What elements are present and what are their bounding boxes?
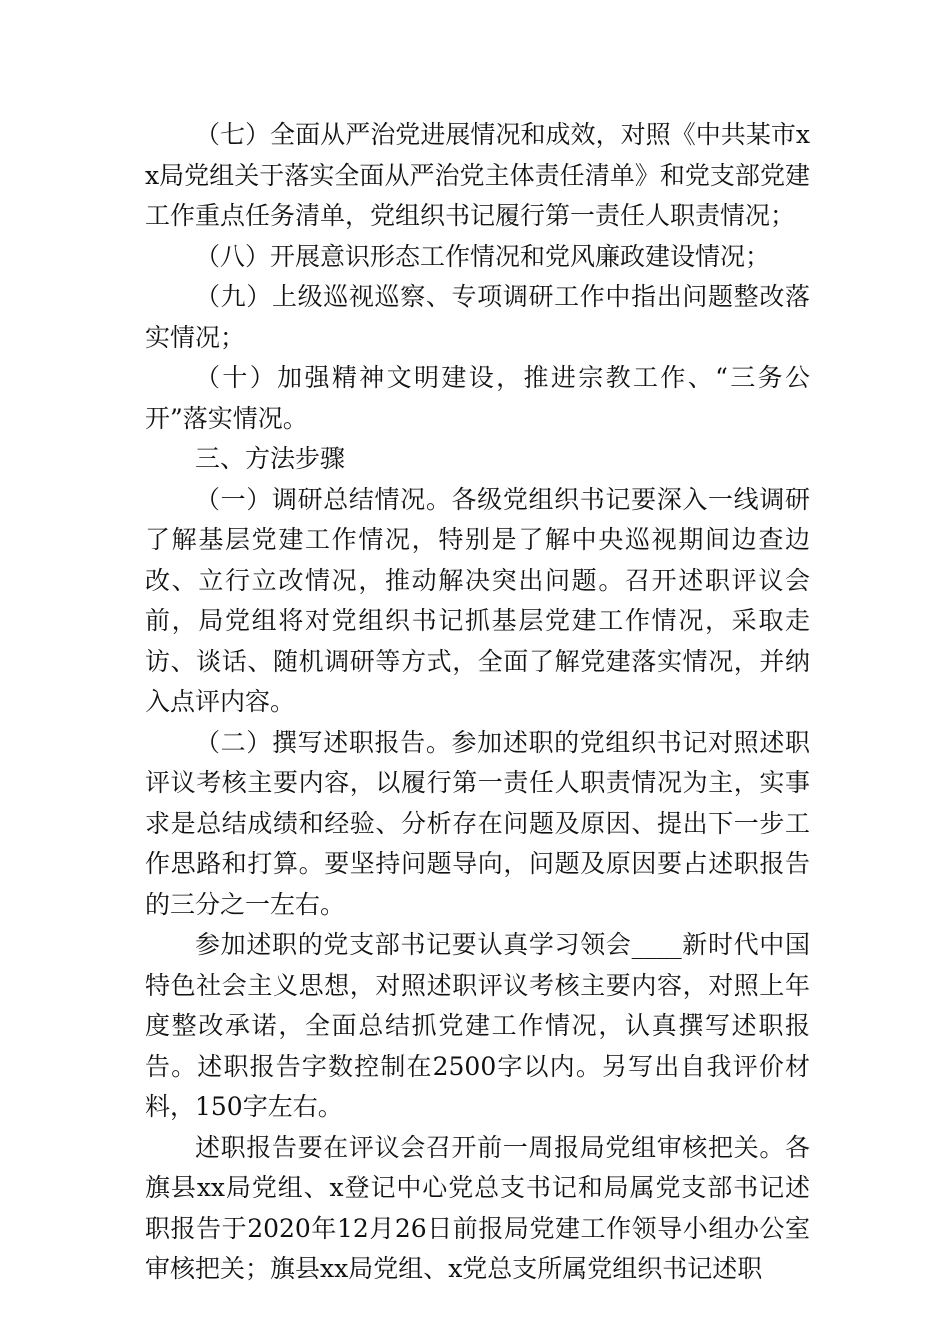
paragraph-step-2: （二）撰写述职报告。参加述职的党组织书记对照述职评议考核主要内容，以履行第一责任人职责情况为主，实事求是总结成绩和经验、分析存在问题及原因、提出下一步工作思路和打算。要坚持问题导向，问题及原因要占述职报告的三分之一左右。 (145, 727, 810, 919)
paragraph-item-9: （九）上级巡视巡察、专项调研工作中指出问题整改落实情况； (145, 282, 810, 352)
paragraph-item-10: （十）加强精神文明建设，推进宗教工作、“三务公开”落实情况。 (145, 363, 810, 433)
paragraph-item-7: （七）全面从严治党进展情况和成效，对照《中共某市xx局党组关于落实全面从严治党主体责任清单》和党支部党建工作重点任务清单，党组织书记履行第一责任人职责情况； (145, 120, 810, 230)
paragraph-report-submission: 述职报告要在评议会召开前一周报局党组审核把关。各旗县xx局党组、x登记中心党总支书记和局属党支部书记述职报告于2020年12月26日前报局党建工作领导小组办公室审核把关；旗县xx局党组、x党总支所属党组织书记述职 (145, 1132, 810, 1283)
paragraph-step-1: （一）调研总结情况。各级党组织书记要深入一线调研了解基层党建工作情况，特别是了解中央巡视期间边查边改、立行立改情况，推动解决突出问题。召开述职评议会前，局党组将对党组织书记抓基层党建工作情况，采取走访、谈话、随机调研等方式，全面了解党建落实情况，并纳入点评内容。 (145, 484, 810, 716)
section-heading-methods: 三、方法步骤 (195, 444, 346, 473)
paragraph-branch-secretary: 参加述职的党支部书记要认真学习领会____新时代中国特色社会主义思想，对照述职评议考核主要内容，对照上年度整改承诺，全面总结抓党建工作情况，认真撰写述职报告。述职报告字数控制在2500字以内。另写出自我评价材料，150字左右。 (145, 930, 810, 1121)
document-body (145, 115, 810, 1290)
paragraph-item-8: （八）开展意识形态工作情况和党风廉政建设情况； (195, 241, 771, 271)
